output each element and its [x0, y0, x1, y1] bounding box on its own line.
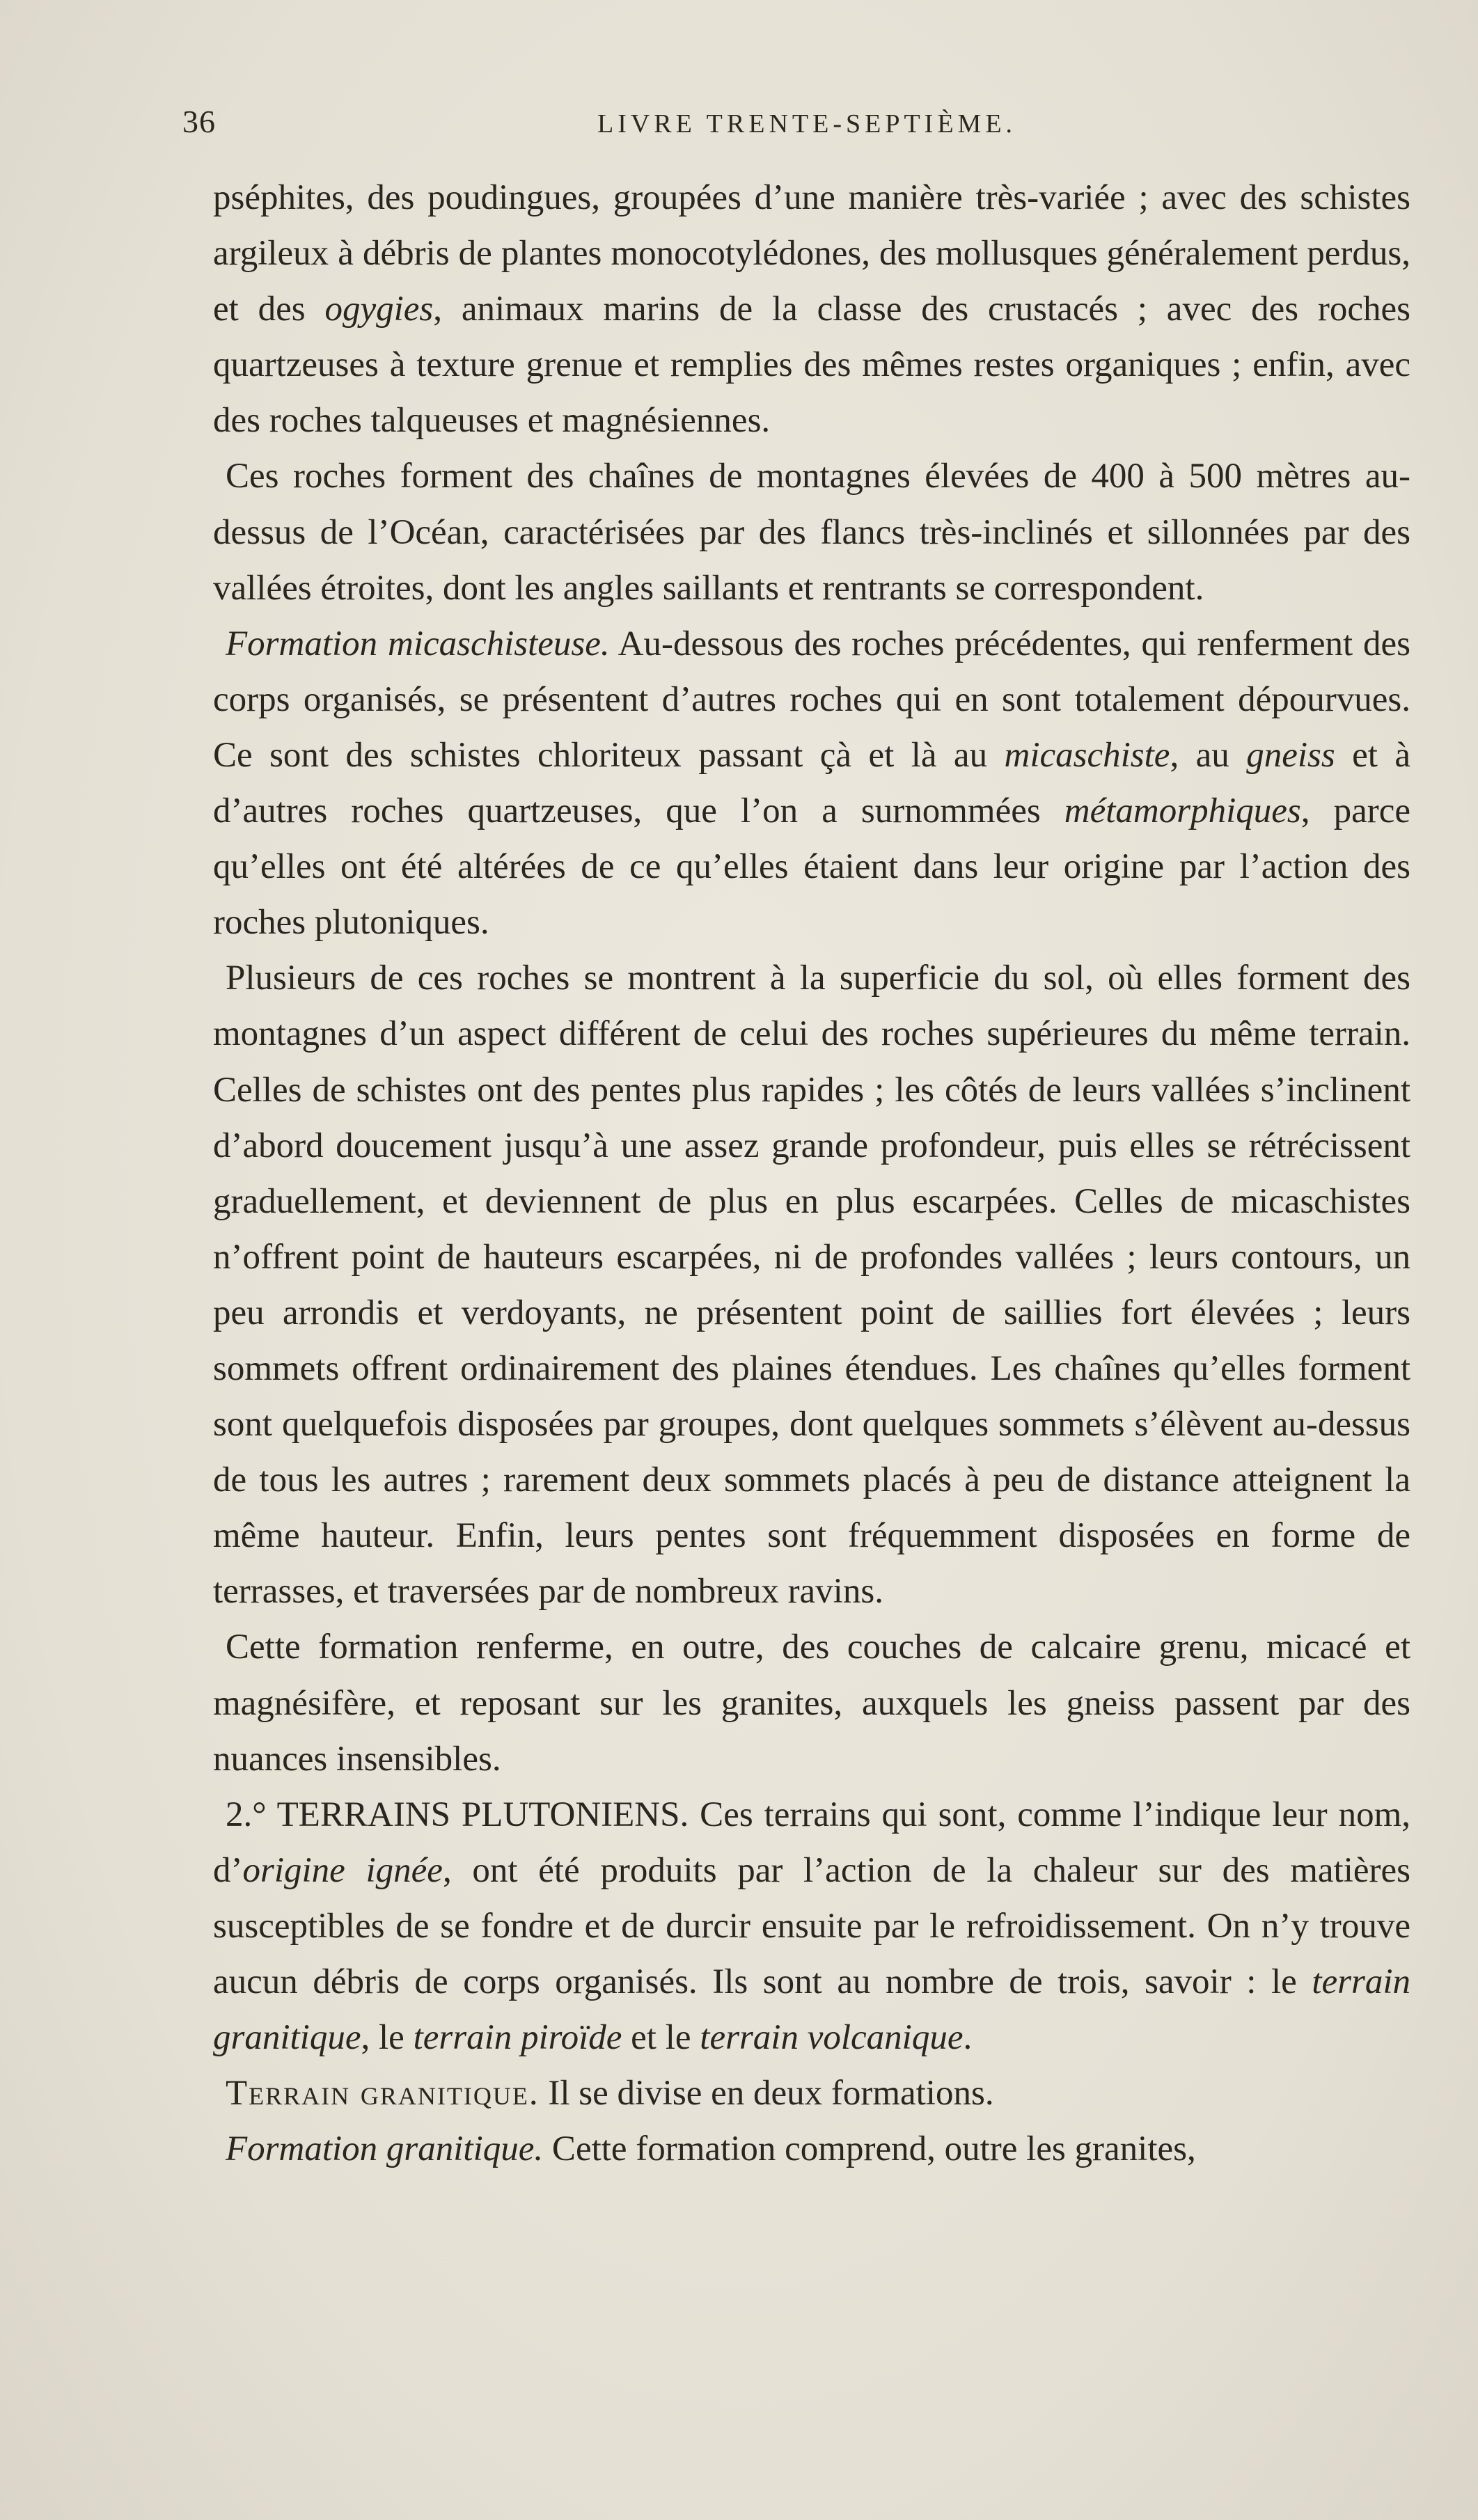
paragraph [213, 170, 1410, 448]
text-segment: , au [1170, 735, 1247, 775]
italic-text: origine ignée [242, 1850, 443, 1890]
text-segment: Cette formation comprend, outre les granites, [543, 2129, 1196, 2169]
paragraph [213, 2065, 1410, 2121]
body-text [213, 170, 1410, 2177]
text-segment: , parce qu’elles ont été altérées de ce qu’elles étaient dans leur origine par l’action des roches plutoniques. [213, 792, 1410, 943]
text-segment: Au-dessous des roches précédentes, qui renferment des corps organisés, se présentent d’autres roches qui en sont totalement dépourvues. Ce sont des schistes chloriteux passant çà et là au [213, 624, 1410, 775]
text-segment: Plusieurs de ces roches se montrent à la superficie du sol, où elles forment des montagnes d’un aspect différent de celui des roches supérieures du même terrain. Celles de schistes ont des pentes plus rapides ; les côtés de leurs vallées s’inclinent d’abord doucement jusqu’à une assez grande profondeur, puis elles se rétrécissent graduellement, et deviennent de plus en plus escarpées. Celles de micaschistes n’offrent point de hauteurs escarpées, ni de profondes vallées ; leurs contours, un peu arrondis et verdoyants, ne présentent point de saillies fort élevées ; leurs sommets offrent ordinairement des plaines étendues. Les chaînes qu’elles forment sont quelquefois disposées par groupes, dont quelques sommets s’élèvent au-dessus de tous les autres ; rarement deux sommets placés à peu de distance atteignent la même hauteur. Enfin, leurs pentes sont fréquemment disposées en forme de terrasses, et traversées par de nombreux ravins. [213, 959, 1410, 1612]
italic-text: Formation granitique. [226, 2129, 544, 2169]
text-segment: Il se divise en deux formations. [539, 2074, 994, 2113]
paragraph [213, 1619, 1410, 1786]
italic-text: métamorphiques [1064, 792, 1301, 831]
paragraph [213, 950, 1410, 1619]
running-head: LIVRE TRENTE-SEPTIÈME. [597, 109, 1017, 139]
text-segment: Ces roches forment des chaînes de montagnes élevées de 400 à 500 mètres au-dessus de l’Océan, caractérisées par des flancs très-inclinés et sillonnées par des vallées étroites, dont les angles saillants et rentrants se correspondent. [213, 457, 1410, 608]
paragraph [213, 2121, 1410, 2177]
italic-text: gneiss [1246, 735, 1335, 775]
text-segment: pséphites, des poudingues, groupées d’une manière très-variée ; avec des schistes argileux à débris de plantes monocotylédones, des mollusques généralement perdus, et des [213, 178, 1410, 329]
paragraph [213, 1787, 1410, 2065]
paragraph [213, 616, 1410, 951]
italic-text: terrain piroïde [413, 2018, 622, 2058]
smallcaps-text: Terrain granitique. [226, 2074, 540, 2113]
paragraph [213, 448, 1410, 615]
text-segment: et le [622, 2018, 700, 2058]
text-segment: , animaux marins de la classe des crustacés ; avec des roches quartzeuses à texture grenue et remplies des mêmes restes organiques ; enfin, avec des roches talqueuses et magnésiennes. [213, 290, 1410, 441]
text-segment: et à d’autres roches quartzeuses, que l’on a surnommées [213, 735, 1410, 831]
italic-text: ogygies [324, 290, 434, 329]
text-segment: , le [361, 2018, 414, 2058]
italic-text: micaschiste [1004, 735, 1170, 775]
text-segment: 2.° TERRAINS PLUTONIENS. Ces terrains qui sont, comme l’indique leur nom, d’ [213, 1795, 1410, 1890]
page-header [182, 103, 1394, 152]
italic-text: terrain volcanique [700, 2018, 964, 2058]
text-segment: Cette formation renferme, en outre, des couches de calcaire grenu, micacé et magnésifère, et reposant sur les granites, auxquels les gneiss passent par des nuances insensibles. [213, 1628, 1410, 1779]
text-segment: . [963, 2018, 973, 2058]
italic-text: Formation micaschisteuse. [226, 624, 610, 663]
italic-text: terrain granitique [213, 1962, 1410, 2058]
text-segment: , ont été produits par l’action de la chaleur sur des matières susceptibles de se fondre et de durcir ensuite par le refroidissement. On n’y trouve aucun débris de corps organisés. Ils sont au nombre de trois, savoir : le [213, 1850, 1410, 2001]
page-number: 36 [182, 104, 216, 139]
